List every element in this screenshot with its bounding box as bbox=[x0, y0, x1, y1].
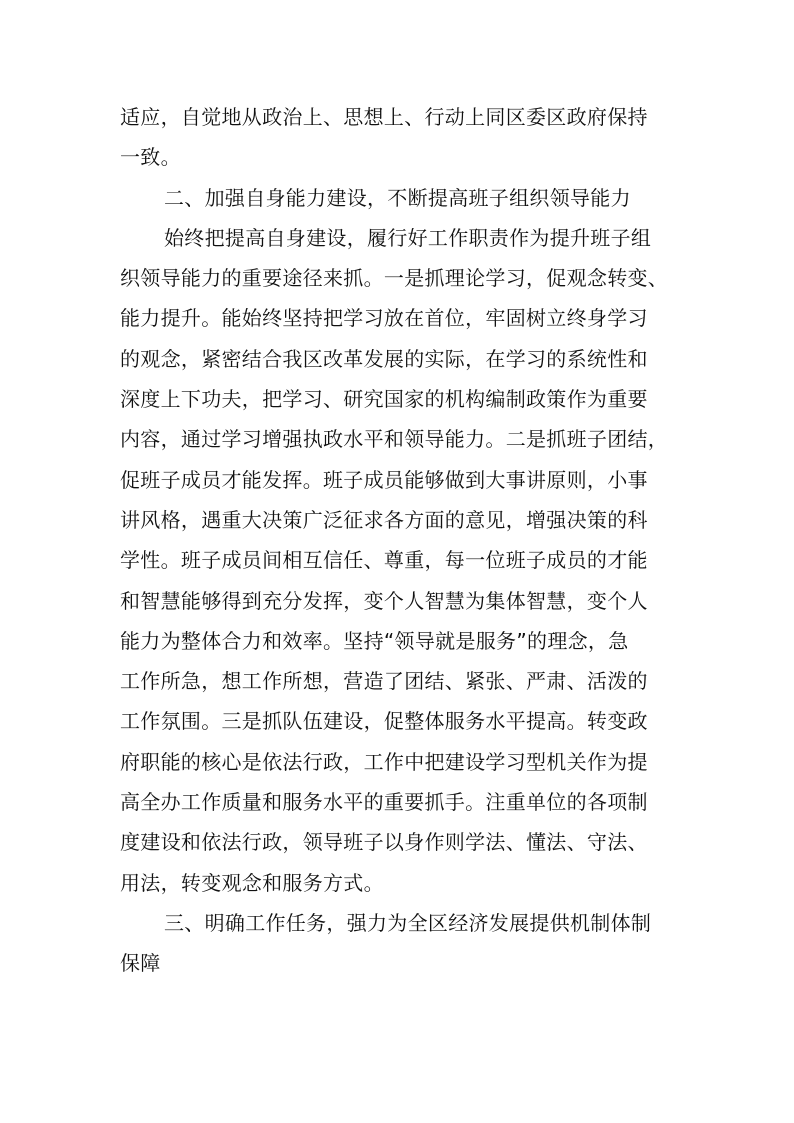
text-line: 讲风格，遇重大决策广泛征求各方面的意见，增强决策的科 bbox=[120, 507, 648, 532]
text-line: 一致。 bbox=[120, 145, 181, 170]
text-line: 高全办工作质量和服务水平的重要抓手。注重单位的各项制 bbox=[120, 790, 648, 815]
text-line: 能力提升。能始终坚持把学习放在首位，牢固树立终身学习 bbox=[120, 306, 648, 331]
text-line: 内容，通过学习增强执政水平和领导能力。二是抓班子团结， bbox=[120, 427, 669, 452]
text-line: 始终把提高自身建设，履行好工作职责作为提升班子组 bbox=[164, 225, 652, 250]
text-line: 和智慧能够得到充分发挥，变个人智慧为集体智慧，变个人 bbox=[120, 588, 648, 613]
text-line: 三、明确工作任务，强力为全区经济发展提供机制体制 bbox=[164, 910, 652, 935]
text-line: 工作氛围。三是抓队伍建设，促整体服务水平提高。转变政 bbox=[120, 709, 648, 734]
text-line: 二、加强自身能力建设，不断提高班子组织领导能力 bbox=[164, 185, 631, 210]
text-line: 能力为整体合力和效率。坚持“领导就是服务”的理念，急 bbox=[120, 628, 629, 653]
text-line: 促班子成员才能发挥。班子成员能够做到大事讲原则，小事 bbox=[120, 467, 648, 492]
text-line: 用法，转变观念和服务方式。 bbox=[120, 870, 384, 895]
text-line: 工作所急，想工作所想，营造了团结、紧张、严肃、活泼的 bbox=[120, 669, 648, 694]
text-line: 深度上下功夫，把学习、研究国家的机构编制政策作为重要 bbox=[120, 387, 648, 412]
text-line: 适应，自觉地从政治上、思想上、行动上同区委区政府保持 bbox=[120, 105, 648, 129]
text-line: 府职能的核心是依法行政，工作中把建设学习型机关作为提 bbox=[120, 749, 648, 774]
text-line: 的观念，紧密结合我区改革发展的实际，在学习的系统性和 bbox=[120, 346, 648, 371]
text-line: 学性。班子成员间相互信任、尊重，每一位班子成员的才能 bbox=[120, 548, 648, 573]
text-line: 保障 bbox=[120, 951, 161, 976]
document-body bbox=[120, 97, 700, 984]
text-line: 织领导能力的重要途径来抓。一是抓理论学习，促观念转变、 bbox=[120, 266, 669, 291]
text-line: 度建设和依法行政，领导班子以身作则学法、懂法、守法、 bbox=[120, 830, 648, 855]
